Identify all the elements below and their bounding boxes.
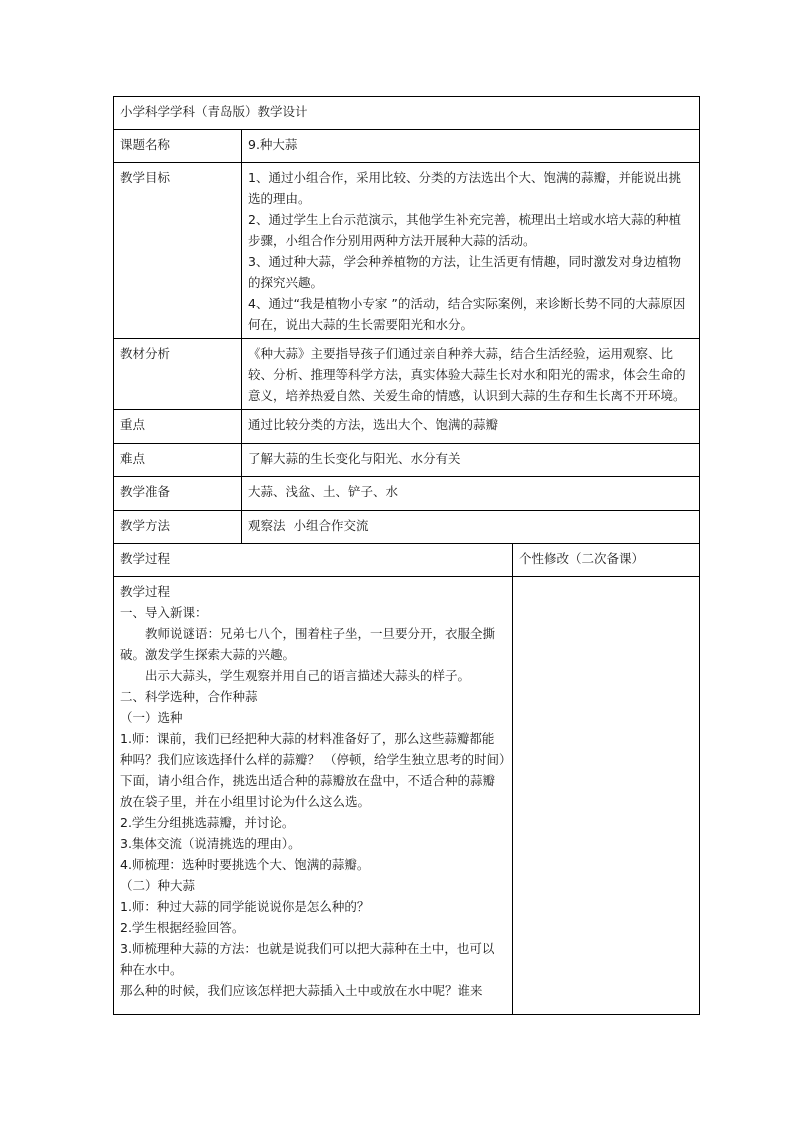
key-label: 重点 [114, 410, 242, 444]
goals-label: 教学目标 [114, 163, 242, 339]
process-line: （一）选种 [120, 710, 183, 725]
difficulty-value: 了解大蒜的生长变化与阳光、水分有关 [242, 444, 700, 477]
method-label: 教学方法 [114, 511, 242, 544]
process-line: （二）种大蒜 [120, 878, 196, 893]
goal-item: 3、通过种大蒜，学会种养植物的方法，让生活更有情趣，同时激发对身边植物的探究兴趣。 [248, 254, 681, 290]
document-title: 小学科学学科（青岛版）教学设计 [114, 97, 700, 130]
method-row [114, 511, 700, 544]
topic-row [114, 130, 700, 163]
prep-value: 大蒜、浅盆、土、铲子、水 [242, 477, 700, 511]
process-line: 二、科学选种，合作种蒜 [120, 689, 258, 704]
analysis-value: 《种大蒜》主要指导孩子们通过亲自种养大蒜，结合生活经验，运用观察、比较、分析、推理等科学方法，真实体验大蒜生长对水和阳光的需求，体会生命的意义，培养热爱自然、关爱生命的情感，认识到大蒜的生存和生长离不开环境。 [242, 339, 700, 410]
process-line: 一、导入新课： [120, 605, 208, 620]
title-row [114, 97, 700, 130]
difficulty-row [114, 444, 700, 477]
method-value: 观察法 小组合作交流 [242, 511, 700, 544]
process-line: 3.师梳理种大蒜的方法：也就是说我们可以把大蒜种在土中，也可以种在水中。 [120, 941, 495, 977]
prep-row [114, 477, 700, 511]
process-line: 那么种的时候，我们应该怎样把大蒜插入土中或放在水中呢？谁来 [120, 983, 483, 998]
goals-row [114, 163, 700, 339]
goal-item: 1、通过小组合作，采用比较、分类的方法选出个大、饱满的蒜瓣，并能说出挑选的理由。 [248, 170, 681, 206]
process-label: 教学过程 [114, 544, 513, 577]
goals-value [242, 163, 700, 339]
topic-value: 9.种大蒜 [242, 130, 700, 163]
prep-label: 教学准备 [114, 477, 242, 511]
process-line: 1.师：种过大蒜的同学能说说你是怎么种的？ [120, 899, 370, 914]
difficulty-label: 难点 [114, 444, 242, 477]
goal-item: 2、通过学生上台示范演示，其他学生补充完善，梳理出土培或水培大蒜的种植步骤，小组合作分别用两种方法开展种大蒜的活动。 [248, 212, 681, 248]
analysis-label: 教材分析 [114, 339, 242, 410]
process-line: 下面，请小组合作，挑选出适合种的蒜瓣放在盘中，不适合种的蒜瓣放在袋子里，并在小组里讨论为什么这么选。 [120, 773, 496, 809]
revision-notes [513, 577, 700, 1015]
key-row [114, 410, 700, 444]
analysis-row [114, 339, 700, 410]
process-content [114, 577, 513, 1015]
topic-label: 课题名称 [114, 130, 242, 163]
process-line: 2.学生分组挑选蒜瓣，并讨论。 [120, 815, 295, 830]
process-line: 教师说谜语：兄弟七八个，围着柱子坐，一旦要分开，衣服全撕破。激发学生探索大蒜的兴趣。 [120, 626, 496, 662]
process-line: 3.集体交流（说清挑选的理由）。 [120, 836, 301, 851]
key-value: 通过比较分类的方法，选出大个、饱满的蒜瓣 [242, 410, 700, 444]
lesson-plan-table [113, 96, 700, 1015]
goal-item: 4、通过“我是植物小专家 ”的活动，结合实际案例，来诊断长势不同的大蒜原因何在，说出大蒜的生长需要阳光和水分。 [248, 296, 686, 332]
process-line: 1.师：课前，我们已经把种大蒜的材料准备好了，那么这些蒜瓣都能种吗？我们应该选择什么样的蒜瓣？ （停顿，给学生独立思考的时间） [120, 731, 512, 767]
process-line: 出示大蒜头，学生观察并用自己的语言描述大蒜头的样子。 [145, 668, 471, 683]
process-line: 教学过程 [120, 584, 171, 599]
revision-label: 个性修改（二次备课） [513, 544, 700, 577]
process-line: 2.学生根据经验回答。 [120, 920, 245, 935]
process-body-row [114, 577, 700, 1015]
process-line: 4.师梳理：选种时要挑选个大、饱满的蒜瓣。 [120, 857, 370, 872]
process-header-row [114, 544, 700, 577]
